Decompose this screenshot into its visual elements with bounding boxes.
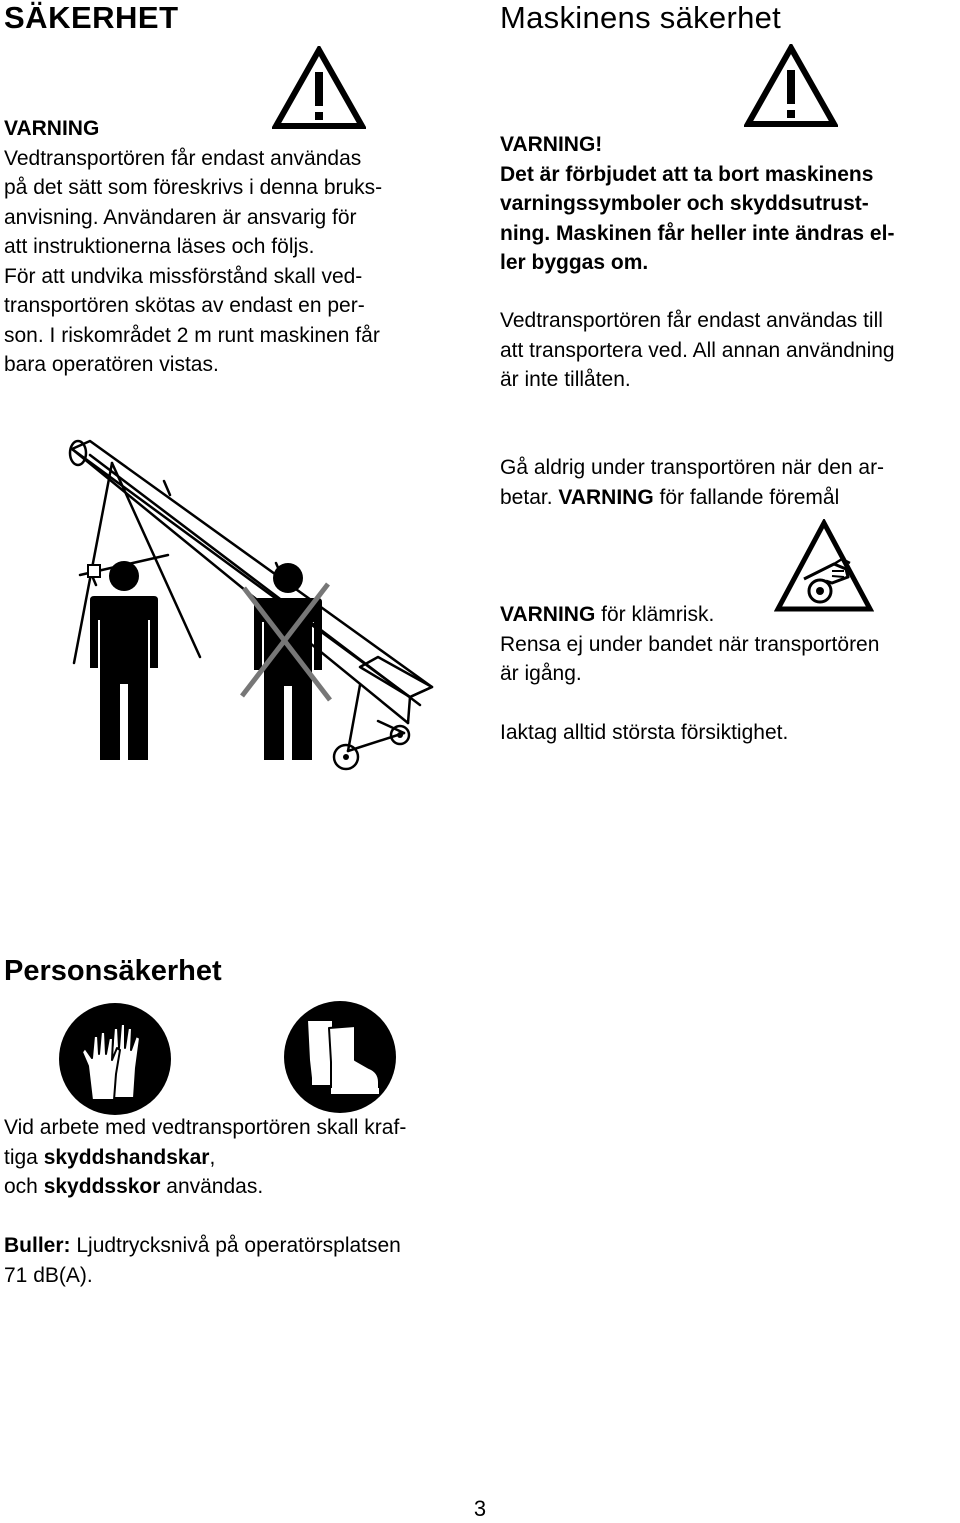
text-line: ler byggas om. [500,251,649,274]
noise-label: Buller: [4,1234,71,1257]
text-line: Rensa ej under bandet när transportören [500,632,880,656]
text-line: betar. [500,485,553,509]
text-line: son. I riskområdet 2 m runt maskinen får [4,323,380,347]
text-line: Ljudtrycksnivå på operatörsplatsen [70,1234,401,1257]
usage-block [500,306,956,395]
text-line: och [4,1175,44,1198]
boots-icon [283,1000,397,1114]
gloves-icon [58,1002,172,1116]
text-line: att instruktionerna läses och följs. [4,235,315,258]
text-line: För att undvika missförstånd skall ved- [4,264,363,288]
text-line: anvisning. Användaren är ansvarig för [4,205,357,229]
warning-triangle-icon [744,44,838,128]
section-title-personal-safety: Personsäkerhet [4,955,222,987]
text-line: Det är förbjudet att ta bort maskinens [500,162,874,186]
person-crossed-figure [240,560,340,765]
warning-label: VARNING! [500,133,603,156]
machine-warning-block [500,130,956,278]
text-line [500,483,956,513]
text-line: Vid arbete med vedtransportören skall kraf- [4,1116,407,1139]
person-safe-figure [88,560,160,765]
text-line [500,600,956,630]
noise-value: 71 dB(A). [4,1263,93,1287]
ppe-block [4,1113,474,1202]
warning-label: VARNING [4,117,100,140]
warning-label: VARNING [500,603,596,626]
falling-warning-block [500,453,956,512]
text-line [4,1143,474,1173]
text-line: Gå aldrig under transportören när den ar- [500,456,885,479]
text-line: transportören skötas av endast en per- [4,294,365,317]
gloves-term: skyddshandskar [43,1145,210,1169]
text-line [4,1172,474,1202]
boots-term: skyddsskor [43,1175,161,1198]
text-line: ning. Maskinen får heller inte ändras el- [500,221,895,245]
text-line: varningssymboler och skyddsutrust- [500,192,869,215]
pinch-warning-block [500,600,956,689]
section-title-machine-safety: Maskinens säkerhet [500,0,782,35]
text-line: bara operatören vistas. [4,353,219,376]
text-line: är igång. [500,662,582,685]
text-line: Vedtransportören får endast användas till [500,309,883,332]
pinch-hazard-icon [774,519,874,613]
section-title-safety: SÄKERHET [4,0,179,35]
text-line: för klämrisk. [595,603,715,626]
caution-text: Iaktag alltid största försiktighet. [500,721,789,744]
text-line: Vedtransportören får endast användas [4,146,362,170]
text-line: användas. [160,1175,264,1198]
page-number: 3 [473,1496,487,1521]
text-line: för fallande föremål [653,485,840,509]
noise-block [4,1231,474,1290]
text-line: tiga [4,1145,44,1169]
text-line: är inte tillåten. [500,368,631,391]
safety-warning-block [4,114,474,380]
text-line: på det sätt som föreskrivs i denna bruks- [4,176,383,199]
text-line: , [209,1145,216,1169]
text-line [4,1231,474,1261]
text-line: att transportera ved. All annan användning [500,338,895,362]
warning-label: VARNING [558,485,654,509]
